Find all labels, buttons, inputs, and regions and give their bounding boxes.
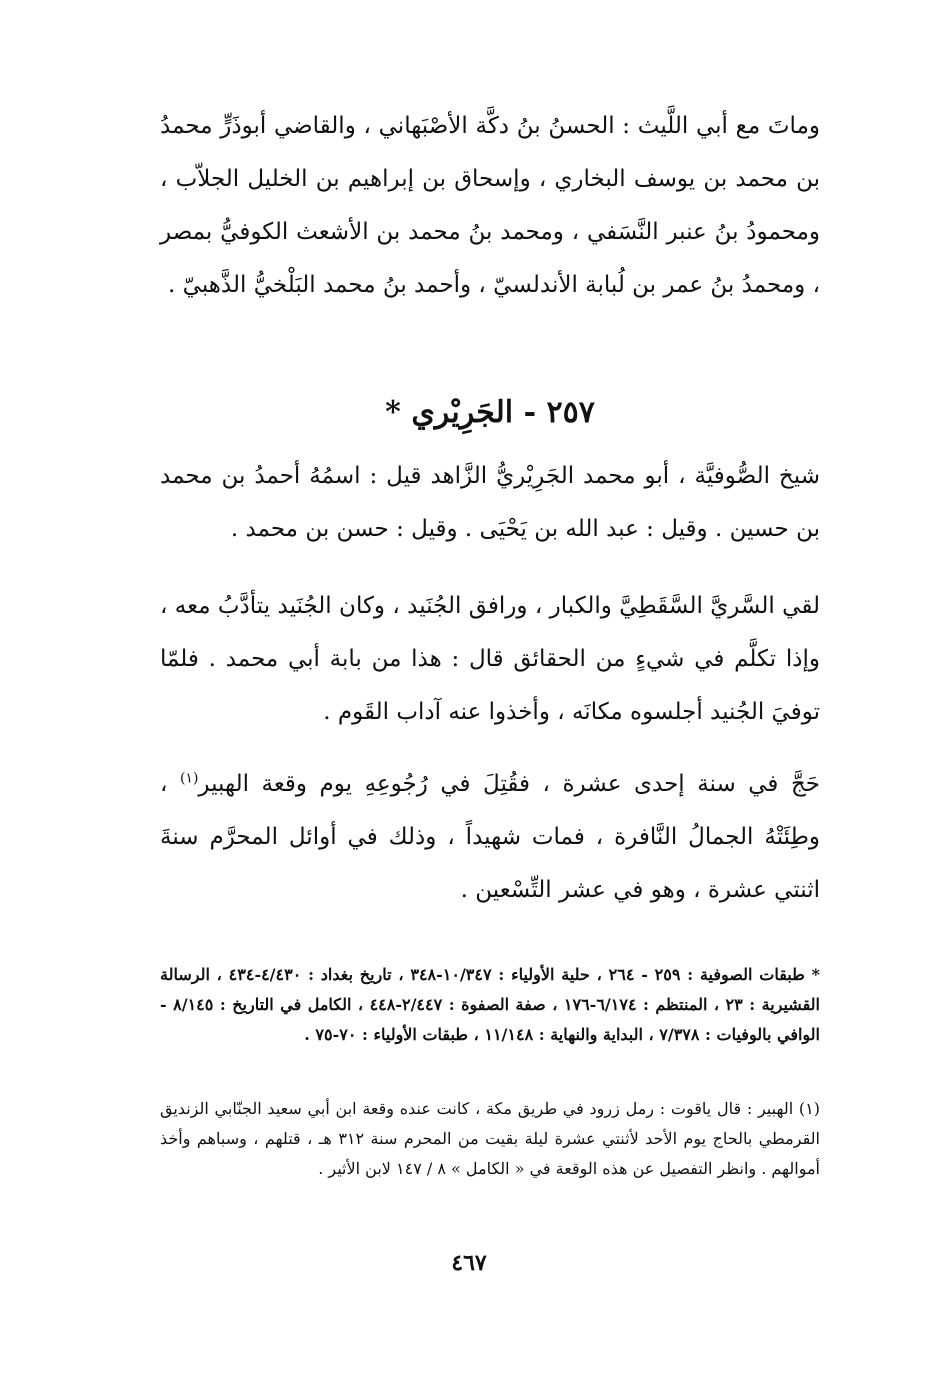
footnote-1: (١) الهبير : قال ياقوت : رمل زرود في طريق مكة ، كانت عنده وقعة ابن أبي سعيد الجنّابي الزنديق القرمطي بالحاج يوم الأحد لأثنتي عشرة ليلة بقيت من المحرم سنة ٣١٢ هـ ، قتلهم ، وسباهم وأخذ أموالهم . وانظر التفصيل عن هذه الوقعة في « الكامل » ٨ / ١٤٧ لابن الأثير . [160, 1099, 820, 1178]
source-marker: * [385, 395, 401, 430]
intro-paragraph: وماتَ مع أبي اللَّيث : الحسنُ بنُ دكَّة الأصْبَهاني ، والقاضي أبوذَرٍّ محمدُ بن محمد بن يوسف البخاري ، وإسحاق بن إبراهيم بن الخليل الجلاّب ، ومحمودُ بنُ عنبر النَّسَفي ، ومحمد بنُ محمد بن الأشعث الكوفيُّ بمصر ، ومحمدُ بنُ عمر بن لُبابة الأندلسيّ ، وأحمد بنُ محمد البَلْخيُّ الذَّهبيّ . [160, 113, 820, 298]
page-number: ٤٦٧ [451, 1250, 487, 1276]
death-paragraph [160, 758, 820, 917]
entry-title: الجَرِيْري [411, 395, 514, 430]
death-text-end: ، وطِئَتْهُ الجمالُ النَّافرة ، فمات شهيداً ، وذلك في أوائل المحرَّم سنةَ اثنتي عشرة ، وهو في عشر التِّسْعين . [160, 771, 820, 903]
heading-separator: - [523, 395, 537, 430]
name-paragraph: شيخ الصُّوفيَّة ، أبو محمد الجَرِيْريُّ الزَّاهد قيل : اسمُهُ أحمدُ بن محمد بن حسين . وقيل : عبد الله بن يَحْيَى . وقيل : حسن بن محمد . [160, 463, 820, 542]
footnote-ref: (١) [179, 770, 199, 787]
entry-heading [160, 388, 820, 438]
companions-paragraph: لقي السَّريَّ السَّقَطِيَّ والكبار ، ورافق الجُنَيد ، وكان الجُنَيد يتأدَّبُ معه ، وإذا تكلَّم في شيءٍ من الحقائق قال : هذا من بابة أبي محمد . فلمّا توفيَ الجُنيد أجلسوه مكانَه ، وأخذوا عنه آداب القَوم . [160, 593, 820, 725]
entry-number: ٢٥٧ [546, 395, 595, 430]
death-text-start: حَجَّ في سنة إحدى عشرة ، فقُتِلَ في رُجُوعِهِ يوم وقعة الهبير [198, 771, 821, 797]
sources-footnote: * طبقات الصوفية : ٢٥٩ - ٢٦٤ ، حلية الأولياء : ١٠/٣٤٧-٣٤٨ ، تاريخ بغداد : ٤/٤٣٠-٤٣٤ ، الرسالة القشيرية : ٢٣ ، المنتظم : ٦/١٧٤-١٧٦ ، صفة الصفوة : ٢/٤٤٧-٤٤٨ ، الكامل في التاريخ : ٨/١٤٥ - الوافي بالوفيات : ٧/٣٧٨ ، البداية والنهاية : ١١/١٤٨ ، طبقات الأولياء : ٧٠-٧٥ . [160, 965, 821, 1044]
